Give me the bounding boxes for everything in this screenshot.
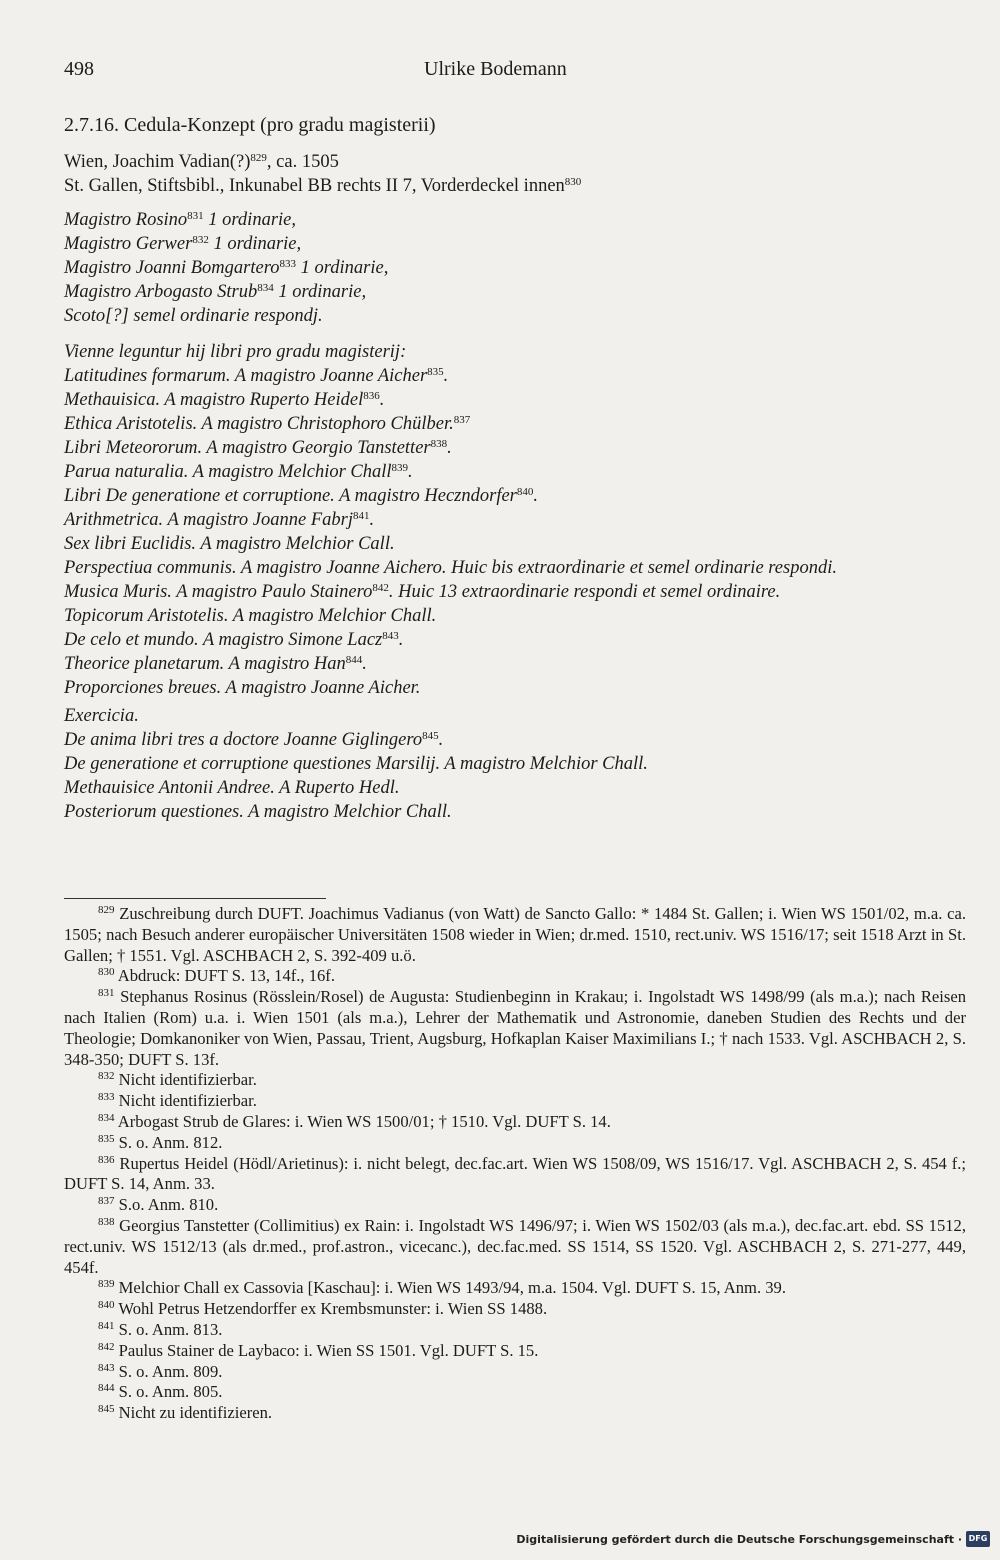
footnote bbox=[64, 966, 966, 987]
footnote-number: 836 bbox=[98, 1153, 115, 1166]
line-text: Perspectiua communis. A magistro Joanne Aichero. Huic bis extraordinarie et semel ordinarie respondi. bbox=[64, 558, 837, 578]
footnote-number: 839 bbox=[98, 1278, 115, 1291]
line-text: Magistro Arbogasto Strub bbox=[64, 282, 258, 302]
footnote-number: 833 bbox=[98, 1091, 115, 1104]
text-line bbox=[64, 776, 648, 800]
text-line bbox=[64, 704, 648, 728]
text-line bbox=[64, 340, 837, 364]
line-text: Libri Meteororum. A magistro Georgio Tanstetter bbox=[64, 438, 431, 458]
text-line bbox=[64, 676, 837, 700]
footnote-ref: 843 bbox=[382, 630, 399, 642]
text-line bbox=[64, 628, 837, 652]
line-text: Sex libri Euclidis. A magistro Melchior Call. bbox=[64, 534, 395, 554]
footnote bbox=[64, 1112, 966, 1133]
footnote-number: 832 bbox=[98, 1070, 115, 1083]
footnotes bbox=[64, 904, 966, 1424]
line-text-after: . bbox=[398, 630, 404, 650]
line-text: Magistro Rosino bbox=[64, 210, 188, 230]
footnote-text: Melchior Chall ex Cassovia [Kaschau]: i. Wien WS 1493/94, m.a. 1504. Vgl. DUFT S. 15, Anm. 39. bbox=[118, 1278, 786, 1298]
text-line bbox=[64, 556, 837, 580]
line-text: Posteriorum questiones. A magistro Melchior Chall. bbox=[64, 802, 452, 822]
line-text-after: . bbox=[447, 438, 452, 458]
digitization-footer bbox=[516, 1528, 990, 1550]
footnote-ref: 840 bbox=[516, 486, 534, 498]
footnote-ref: 834 bbox=[257, 282, 274, 294]
text-line bbox=[64, 388, 837, 412]
text-line bbox=[64, 208, 388, 232]
footnote-text: Arbogast Strub de Glares: i. Wien WS 1500/01; † 1510. Vgl. DUFT S. 14. bbox=[117, 1111, 611, 1131]
line-text: Parua naturalia. A magistro Melchior Chall bbox=[64, 462, 392, 482]
line-text: Theorice planetarum. A magistro Han bbox=[64, 654, 346, 674]
meta-line bbox=[64, 150, 581, 174]
footnote-number: 835 bbox=[98, 1132, 115, 1145]
line-text: Topicorum Aristotelis. A magistro Melchior Chall. bbox=[64, 606, 437, 626]
text-line bbox=[64, 580, 837, 604]
footnote-ref: 842 bbox=[372, 582, 389, 594]
line-text-after: . bbox=[533, 486, 538, 506]
footnote-number: 829 bbox=[98, 904, 115, 916]
text-line bbox=[64, 460, 837, 484]
footnote-text: S. o. Anm. 809. bbox=[118, 1361, 223, 1381]
line-text: Scoto[?] semel ordinarie respondj. bbox=[64, 306, 323, 326]
line-text-after: 1 ordinarie, bbox=[203, 210, 297, 230]
footnote-text: S. o. Anm. 813. bbox=[118, 1319, 223, 1339]
footnote-text: Nicht identifizierbar. bbox=[118, 1070, 257, 1090]
line-text: Arithmetrica. A magistro Joanne Fabrj bbox=[64, 510, 353, 530]
footnote-text: Abdruck: DUFT S. 13, 14f., 16f. bbox=[117, 966, 335, 986]
line-text: Magistro Gerwer bbox=[64, 234, 193, 254]
line-text: Methauisice Antonii Andree. A Ruperto Hedl. bbox=[64, 778, 400, 798]
footnote-text: S. o. Anm. 805. bbox=[118, 1382, 223, 1402]
footnote bbox=[64, 904, 966, 966]
footnote bbox=[64, 1382, 966, 1403]
meta-text-after: , ca. 1505 bbox=[266, 152, 339, 172]
line-text-after: . bbox=[362, 654, 367, 674]
text-line bbox=[64, 436, 837, 460]
line-text-after: . bbox=[369, 510, 375, 530]
line-text-after: 1 ordinarie, bbox=[295, 258, 389, 278]
footnote-text: Wohl Petrus Hetzendorffer ex Krembsmunster: i. Wien SS 1488. bbox=[118, 1299, 548, 1319]
footnote bbox=[64, 1070, 966, 1091]
line-text: Exercicia. bbox=[64, 706, 139, 726]
footnote-text: Nicht identifizierbar. bbox=[118, 1091, 257, 1111]
footnote-number: 845 bbox=[98, 1403, 115, 1416]
line-text: Methauisica. A magistro Ruperto Heidel bbox=[64, 390, 364, 410]
text-line bbox=[64, 484, 837, 508]
text-line bbox=[64, 232, 388, 256]
footnote-ref: 836 bbox=[363, 390, 380, 402]
cedula-book-list bbox=[64, 340, 837, 700]
footnote-text: Zuschreibung durch DUFT. Joachimus Vadianus (von Watt) de Sancto Gallo: * 1484 St. Gallen; i. Wien WS 1501/02, m.a. ca. 1505; nach Besuch anderer europäischer Universitäten 1508 wieder in Wien; dr.med. 1510, rect.univ. WS 1516/17; seit 1518 Arzt in St. Gallen; † 1551. Vgl. ASCHBACH 2, S. 392-409 u.ö. bbox=[64, 904, 966, 965]
footnote-number: 830 bbox=[98, 966, 115, 979]
footnote bbox=[64, 1195, 966, 1216]
text-line bbox=[64, 280, 388, 304]
footnote bbox=[64, 1091, 966, 1112]
text-line bbox=[64, 604, 837, 628]
footnote-number: 841 bbox=[98, 1319, 115, 1332]
footnote bbox=[64, 987, 966, 1070]
footnote-ref: 839 bbox=[391, 462, 409, 474]
footnote-ref: 835 bbox=[427, 366, 444, 378]
line-text: De anima libri tres a doctore Joanne Giglingero bbox=[64, 730, 423, 750]
footer-text: Digitalisierung gefördert durch die Deutsche Forschungsgemeinschaft · bbox=[516, 1532, 962, 1546]
dfg-logo: DFG bbox=[966, 1531, 990, 1547]
line-text-after: . bbox=[443, 366, 449, 386]
cedula-examiners bbox=[64, 208, 388, 328]
line-text: Magistro Joanni Bomgartero bbox=[64, 258, 280, 278]
line-text: De generatione et corruptione questiones Marsilij. A magistro Melchior Chall. bbox=[64, 754, 648, 774]
line-text-after: . bbox=[379, 390, 385, 410]
footnote bbox=[64, 1133, 966, 1154]
line-text-after: 1 ordinarie, bbox=[208, 234, 302, 254]
text-line bbox=[64, 508, 837, 532]
meta-text: Wien, Joachim Vadian(?) bbox=[64, 152, 251, 172]
footnote-number: 834 bbox=[98, 1111, 115, 1124]
footnote bbox=[64, 1320, 966, 1341]
line-text: Musica Muris. A magistro Paulo Stainero bbox=[64, 582, 373, 602]
line-text: Latitudines formarum. A magistro Joanne Aicher bbox=[64, 366, 428, 386]
footnote-ref: 831 bbox=[187, 210, 204, 222]
text-line bbox=[64, 412, 837, 436]
footnote bbox=[64, 1362, 966, 1383]
footnote-rule bbox=[64, 898, 326, 899]
footnote bbox=[64, 1154, 966, 1196]
text-line bbox=[64, 364, 837, 388]
footnote bbox=[64, 1216, 966, 1278]
line-text-after: . bbox=[438, 730, 444, 750]
line-text-after: . Huic 13 extraordinarie respondi et semel ordinaire. bbox=[388, 582, 781, 602]
footnote-text: S.o. Anm. 810. bbox=[118, 1195, 219, 1215]
footnote-number: 843 bbox=[98, 1361, 115, 1374]
line-text: Vienne leguntur hij libri pro gradu magisterij: bbox=[64, 342, 407, 362]
text-line bbox=[64, 652, 837, 676]
footnote-number: 838 bbox=[98, 1215, 115, 1228]
footnote-text: Rupertus Heidel (Hödl/Arietinus): i. nicht belegt, dec.fac.art. Wien WS 1508/09, WS 1516/17. Vgl. ASCHBACH 2, S. 454 f.; DUFT S. 14, Anm. 33. bbox=[64, 1153, 966, 1194]
footnote-ref: 833 bbox=[279, 258, 296, 270]
text-line bbox=[64, 728, 648, 752]
line-text: De celo et mundo. A magistro Simone Lacz bbox=[64, 630, 383, 650]
footnote bbox=[64, 1403, 966, 1424]
meta-line bbox=[64, 174, 581, 198]
footnote-text: Nicht zu identifizieren. bbox=[118, 1403, 273, 1423]
footnote-text: Paulus Stainer de Laybaco: i. Wien SS 1501. Vgl. DUFT S. 15. bbox=[118, 1340, 539, 1360]
footnote-ref: 829 bbox=[250, 152, 267, 164]
line-text: Proporciones breues. A magistro Joanne Aicher. bbox=[64, 678, 421, 698]
text-line bbox=[64, 532, 837, 556]
line-text-after: 1 ordinarie, bbox=[273, 282, 367, 302]
footnote-ref: 838 bbox=[430, 438, 448, 450]
footnote-ref: 844 bbox=[345, 654, 363, 666]
footnote-text: S. o. Anm. 812. bbox=[118, 1132, 223, 1152]
text-line bbox=[64, 304, 388, 328]
footnote bbox=[64, 1299, 966, 1320]
footnote-ref: 832 bbox=[192, 234, 209, 246]
text-line bbox=[64, 800, 648, 824]
line-text-after: . bbox=[408, 462, 413, 482]
footnote-ref: 845 bbox=[422, 730, 439, 742]
footnote-number: 840 bbox=[98, 1299, 115, 1312]
footnote bbox=[64, 1278, 966, 1299]
footnote-text: Stephanus Rosinus (Rösslein/Rosel) de Augusta: Studienbeginn in Krakau; i. Ingolstadt WS 1498/99 (als m.a.); nach Reisen nach Italien (Rom) u.a. i. Wien 1501 (als m.a.), Lehrer der Mathematik und Astronomie, daneben Studien des Rechts und der Theologie; Domkanoniker von Wien, Passau, Trient, Augsburg, Hofkaplan Kaiser Maximilians I.; † nach 1533. Vgl. ASCHBACH 2, S. 348-350; DUFT S. 13f. bbox=[64, 987, 966, 1069]
meta-text: St. Gallen, Stiftsbibl., Inkunabel BB rechts II 7, Vorderdeckel innen bbox=[64, 176, 565, 196]
line-text: Libri De generatione et corruptione. A magistro Heczndorfer bbox=[64, 486, 517, 506]
footnote-ref: 830 bbox=[564, 176, 582, 188]
footnote-ref: 841 bbox=[352, 510, 370, 522]
footnote bbox=[64, 1341, 966, 1362]
running-header bbox=[64, 58, 966, 84]
footnote-number: 837 bbox=[98, 1195, 115, 1208]
text-line bbox=[64, 752, 648, 776]
footnote-number: 842 bbox=[98, 1340, 115, 1353]
footnote-ref: 837 bbox=[453, 414, 471, 426]
source-metadata bbox=[64, 150, 581, 198]
cedula-exercises bbox=[64, 704, 648, 824]
footnote-number: 831 bbox=[98, 987, 115, 1000]
footnote-text: Georgius Tanstetter (Collimitius) ex Rain: i. Ingolstadt WS 1496/97; i. Wien WS 1502/03 (als m.a.), dec.fac.art. ebd. SS 1512, rect.univ. WS 1512/13 (als dr.med., prof.astron., vicecanc.), dec.fac.med. SS 1514, SS 1520. Vgl. ASCHBACH 2, S. 271-277, 449, 454f. bbox=[64, 1215, 967, 1277]
page-number: 498 bbox=[64, 58, 94, 80]
section-title: 2.7.16. Cedula-Konzept (pro gradu magisterii) bbox=[64, 114, 436, 136]
running-author: Ulrike Bodemann bbox=[424, 58, 567, 80]
text-line bbox=[64, 256, 388, 280]
line-text: Ethica Aristotelis. A magistro Christophoro Chülber. bbox=[64, 414, 454, 434]
footnote-number: 844 bbox=[98, 1382, 115, 1395]
